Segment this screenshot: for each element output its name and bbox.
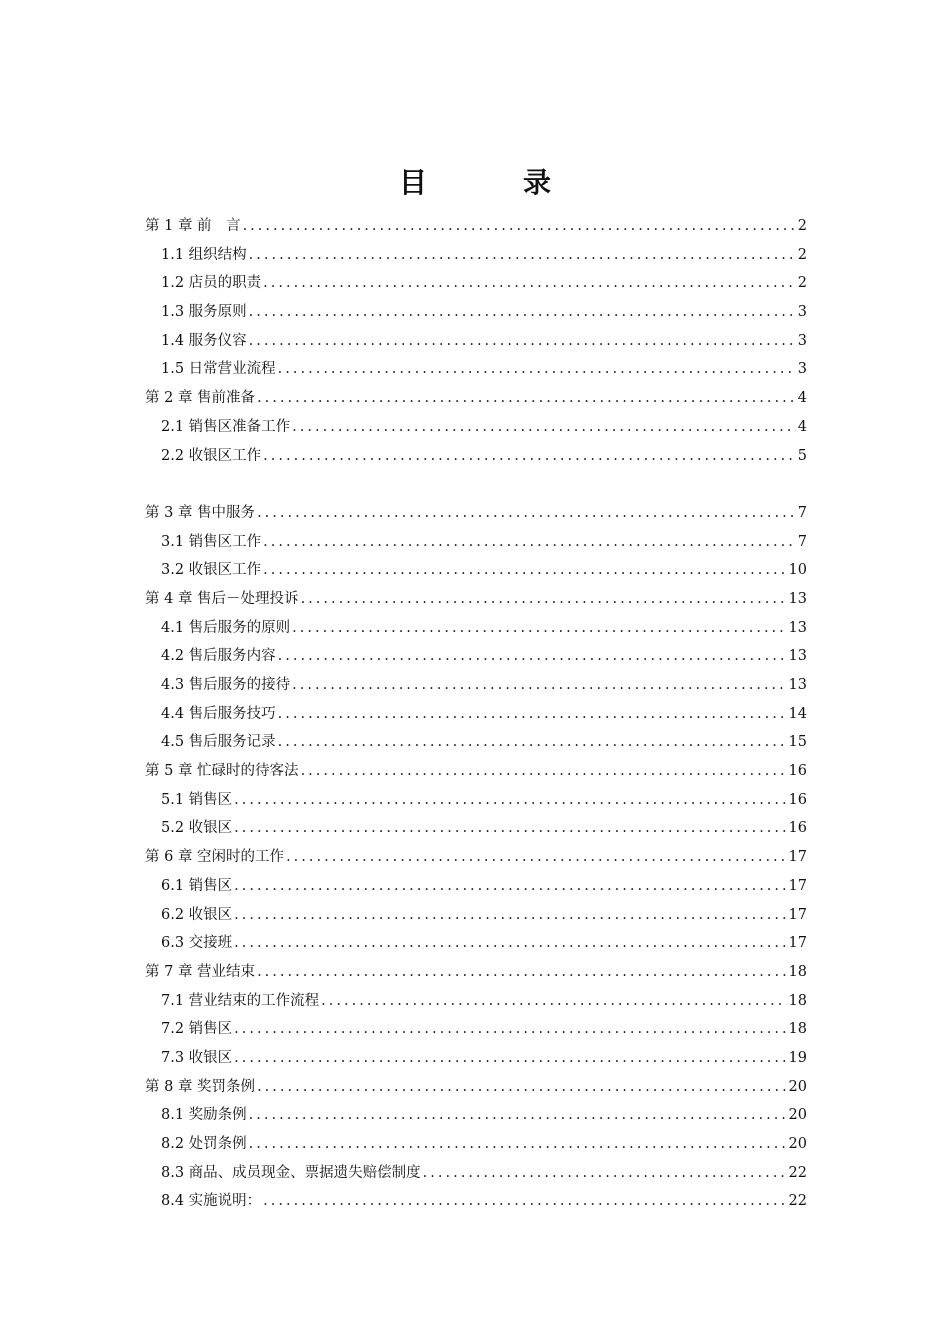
- toc-page-number: 3: [797, 361, 807, 378]
- toc-page-number: 7: [797, 533, 807, 550]
- toc-entry-label: 第 5 章 忙碌时的待客法: [145, 763, 299, 780]
- toc-dot-leader: [243, 212, 796, 241]
- toc-entry-label: 6.1 销售区: [161, 877, 233, 894]
- toc-section-entry[interactable]: [145, 327, 807, 356]
- toc-dot-leader: [263, 442, 796, 471]
- toc-entry-label: 8.4 实施说明：: [161, 1193, 262, 1210]
- toc-entry-label: 8.3 商品、成员现金、票据遗失赔偿制度: [161, 1164, 421, 1181]
- toc-entry-label: 1.4 服务仪容: [161, 332, 247, 349]
- toc-dot-leader: [301, 585, 787, 614]
- toc-page-number: 22: [788, 1193, 807, 1210]
- toc-chapter-entry[interactable]: [145, 757, 807, 786]
- toc-entry-label: 5.1 销售区: [161, 791, 233, 808]
- toc-section-entry[interactable]: [145, 728, 807, 757]
- toc-page-number: 19: [788, 1049, 807, 1066]
- toc-section-entry[interactable]: [145, 1187, 807, 1216]
- toc-page-number: 17: [788, 877, 807, 894]
- toc-entry-label: 4.4 售后服务技巧: [161, 705, 276, 722]
- toc-chapter-entry[interactable]: [145, 499, 807, 528]
- toc-section-entry[interactable]: [145, 872, 807, 901]
- toc-dot-leader: [292, 413, 796, 442]
- toc-dot-leader: [249, 241, 796, 270]
- toc-entry-label: 2.1 销售区准备工作: [161, 418, 291, 435]
- toc-dot-leader: [257, 499, 796, 528]
- toc-chapter-entry[interactable]: [145, 384, 807, 413]
- toc-entry-label: 2.2 收银区工作: [161, 447, 262, 464]
- toc-dot-leader: [257, 1073, 786, 1102]
- toc-section-entry[interactable]: [145, 355, 807, 384]
- toc-entry-label: 6.2 收银区: [161, 906, 233, 923]
- toc-dot-leader: [301, 757, 787, 786]
- toc-page-number: 3: [797, 332, 807, 349]
- toc-entry-label: 第 3 章 售中服务: [145, 504, 256, 521]
- toc-page-number: 16: [788, 820, 807, 837]
- toc-dot-leader: [234, 1044, 786, 1073]
- toc-page-number: 22: [788, 1164, 807, 1181]
- toc-chapter-entry[interactable]: [145, 212, 807, 241]
- toc-page-number: 15: [788, 734, 807, 751]
- toc-entry-label: 4.1 售后服务的原则: [161, 619, 291, 636]
- toc-section-entry[interactable]: [145, 700, 807, 729]
- toc-entry-label: 3.2 收银区工作: [161, 562, 262, 579]
- toc-page-number: 5: [797, 447, 807, 464]
- toc-section-entry[interactable]: [145, 556, 807, 585]
- toc-dot-leader: [263, 1187, 786, 1216]
- toc-section-entry[interactable]: [145, 1101, 807, 1130]
- toc-page-number: 2: [797, 246, 807, 263]
- toc-entry-label: 第 8 章 奖罚条例: [145, 1078, 256, 1095]
- toc-section-entry[interactable]: [145, 901, 807, 930]
- toc-dot-leader: [234, 1015, 786, 1044]
- toc-section-entry[interactable]: [145, 413, 807, 442]
- toc-entry-label: 1.1 组织结构: [161, 246, 247, 263]
- toc-dot-leader: [234, 814, 786, 843]
- toc-page-number: 17: [788, 935, 807, 952]
- toc-page-number: 13: [788, 677, 807, 693]
- toc-section-entry[interactable]: [145, 1130, 807, 1159]
- toc-dot-leader: [257, 384, 796, 413]
- toc-dot-leader: [249, 327, 796, 356]
- toc-page-number: 17: [788, 849, 807, 866]
- toc-page-number: 3: [797, 304, 807, 321]
- toc-entry-label: 1.5 日常营业流程: [161, 361, 276, 378]
- toc-section-entry[interactable]: [145, 786, 807, 815]
- toc-page-number: 10: [788, 562, 807, 579]
- toc-page-number: 16: [788, 763, 807, 780]
- toc-dot-leader: [234, 901, 786, 930]
- toc-dot-leader: [257, 958, 786, 987]
- toc-dot-leader: [263, 269, 796, 298]
- toc-page-number: 20: [788, 1078, 807, 1095]
- toc-entry-label: 第 6 章 空闲时的工作: [145, 849, 285, 866]
- toc-page-number: 4: [797, 390, 807, 407]
- toc-entry-label: 7.3 收银区: [161, 1049, 233, 1066]
- toc-dot-leader: [423, 1159, 787, 1188]
- toc-section-entry[interactable]: [145, 298, 807, 327]
- toc-dot-leader: [278, 700, 787, 729]
- toc-page-number: 14: [788, 705, 807, 722]
- toc-chapter-entry[interactable]: [145, 958, 807, 987]
- toc-dot-leader: [292, 671, 786, 700]
- toc-entry-label: 6.3 交接班: [161, 935, 233, 952]
- toc-page-number: 13: [788, 619, 807, 636]
- toc-section-entry[interactable]: [145, 987, 807, 1016]
- toc-section-entry[interactable]: [145, 528, 807, 557]
- toc-page-number: 4: [797, 418, 807, 435]
- toc-section-entry[interactable]: [145, 241, 807, 270]
- toc-dot-leader: [234, 872, 786, 901]
- toc-entry-label: 7.1 营业结束的工作流程: [161, 992, 320, 1009]
- toc-entry-label: 7.2 销售区: [161, 1021, 233, 1038]
- toc-chapter-entry[interactable]: [145, 585, 807, 614]
- toc-entry-label: 8.2 处罚条例: [161, 1136, 247, 1152]
- toc-entry-label: 1.3 服务原则: [161, 304, 247, 321]
- toc-dot-leader: [263, 556, 786, 585]
- toc-dot-leader: [278, 355, 796, 384]
- toc-section-entry[interactable]: [145, 1044, 807, 1073]
- toc-page-number: 2: [797, 218, 807, 234]
- toc-page-number: 17: [788, 906, 807, 923]
- toc-dot-leader: [234, 929, 786, 958]
- toc-entry-label: 8.1 奖励条例: [161, 1107, 247, 1124]
- toc-dot-leader: [292, 614, 786, 643]
- toc-section-entry[interactable]: [145, 1015, 807, 1044]
- toc-entry-label: 4.2 售后服务内容: [161, 648, 276, 665]
- toc-page-number: 20: [788, 1107, 807, 1124]
- toc-section-entry[interactable]: [145, 929, 807, 958]
- toc-dot-leader: [278, 642, 787, 671]
- toc-entry-label: 第 1 章 前 言: [145, 218, 241, 234]
- toc-section-entry[interactable]: [145, 814, 807, 843]
- toc-dot-leader: [249, 1101, 787, 1130]
- toc-title: 目 录: [398, 166, 585, 199]
- toc-page-number: 16: [788, 791, 807, 808]
- toc-section-entry[interactable]: [145, 1159, 807, 1188]
- toc-page-number: 13: [788, 590, 807, 607]
- toc-dot-leader: [321, 987, 786, 1016]
- toc-section-entry[interactable]: [145, 269, 807, 298]
- toc-page-number: 7: [797, 504, 807, 521]
- toc-page-number: 20: [788, 1136, 807, 1152]
- toc-chapter-entry[interactable]: [145, 1073, 807, 1102]
- toc-entry-label: 4.3 售后服务的接待: [161, 677, 291, 693]
- toc-section-entry[interactable]: [145, 614, 807, 643]
- toc-dot-leader: [278, 728, 787, 757]
- toc-entry-label: 第 7 章 营业结束: [145, 963, 256, 980]
- toc-page-number: 18: [788, 963, 807, 980]
- toc-entry-label: 第 4 章 售后－处理投诉: [145, 590, 299, 607]
- toc-dot-leader: [263, 528, 796, 557]
- toc-entry-label: 1.2 店员的职责: [161, 275, 262, 292]
- toc-entry-label: 3.1 销售区工作: [161, 533, 262, 550]
- toc-chapter-entry[interactable]: [145, 843, 807, 872]
- toc-page-number: 2: [797, 275, 807, 292]
- toc-page-number: 18: [788, 1021, 807, 1038]
- toc-dot-leader: [249, 1130, 787, 1159]
- toc-dot-leader: [249, 298, 796, 327]
- toc-page-number: 13: [788, 648, 807, 665]
- toc-section-entry[interactable]: [145, 442, 807, 471]
- toc-section-entry[interactable]: [145, 671, 807, 700]
- toc-entry-label: 5.2 收银区: [161, 820, 233, 837]
- toc-dot-leader: [286, 843, 786, 872]
- toc-page-number: 18: [788, 992, 807, 1009]
- toc-dot-leader: [234, 786, 786, 815]
- toc-entry-label: 第 2 章 售前准备: [145, 390, 256, 407]
- toc-entry-label: 4.5 售后服务记录: [161, 734, 276, 751]
- table-of-contents: [145, 212, 807, 1216]
- toc-section-entry[interactable]: [145, 642, 807, 671]
